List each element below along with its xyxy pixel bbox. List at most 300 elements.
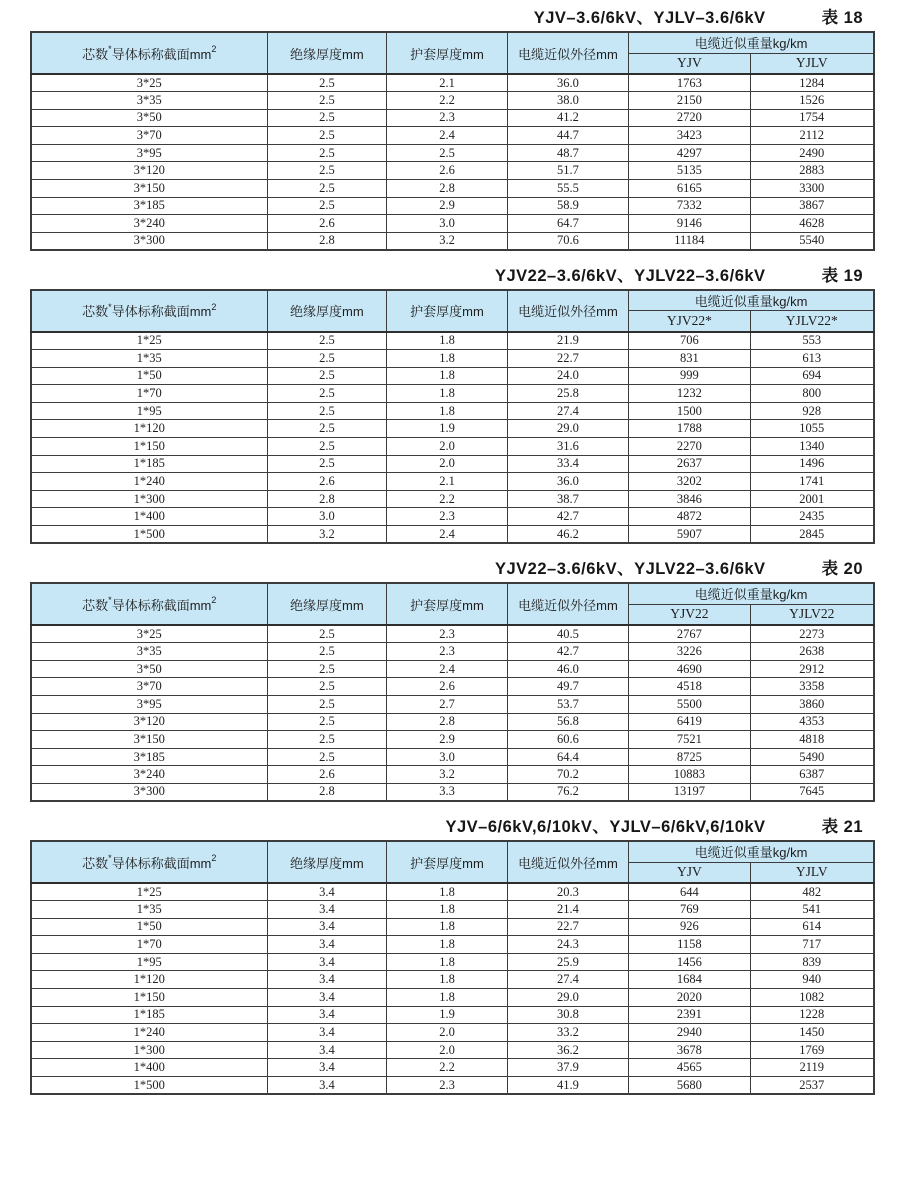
col-header-outer-diameter: 电缆近似外径mm bbox=[507, 583, 628, 625]
col-header-cross-section bbox=[31, 583, 267, 625]
table-body bbox=[31, 74, 874, 250]
cell-outer-diameter: 64.7 bbox=[507, 215, 628, 233]
table-row bbox=[31, 1041, 874, 1059]
table-row bbox=[31, 197, 874, 215]
cell-weight-left: 2150 bbox=[629, 92, 750, 110]
cell-weight-right: 928 bbox=[750, 402, 874, 420]
col-header-approx-weight: 电缆近似重量kg/km bbox=[629, 290, 874, 311]
cell-weight-left: 11184 bbox=[629, 232, 750, 250]
cell-weight-left: 4690 bbox=[629, 660, 750, 678]
cell-weight-left: 3202 bbox=[629, 473, 750, 491]
cell-weight-left: 1788 bbox=[629, 420, 750, 438]
cell-weight-right: 1284 bbox=[750, 74, 874, 92]
cell-weight-left: 3846 bbox=[629, 490, 750, 508]
cell-outer-diameter: 42.7 bbox=[507, 508, 628, 526]
cell-cross-section: 1*95 bbox=[31, 402, 267, 420]
cell-cross-section: 3*120 bbox=[31, 713, 267, 731]
cell-insulation-thickness: 3.0 bbox=[267, 508, 387, 526]
cell-insulation-thickness: 2.5 bbox=[267, 350, 387, 368]
cell-weight-right: 4818 bbox=[750, 731, 874, 749]
table-row bbox=[31, 678, 874, 696]
cell-sheath-thickness: 2.9 bbox=[387, 731, 508, 749]
col-subheader-weight-right: YJLV bbox=[750, 862, 874, 883]
cell-cross-section: 1*70 bbox=[31, 936, 267, 954]
cell-insulation-thickness: 2.5 bbox=[267, 144, 387, 162]
cell-weight-left: 3226 bbox=[629, 643, 750, 661]
cell-outer-diameter: 36.2 bbox=[507, 1041, 628, 1059]
cell-outer-diameter: 24.3 bbox=[507, 936, 628, 954]
cell-insulation-thickness: 3.4 bbox=[267, 883, 387, 901]
cross-section-asterisk: * bbox=[108, 853, 112, 864]
cell-sheath-thickness: 1.8 bbox=[387, 350, 508, 368]
cell-cross-section: 3*240 bbox=[31, 215, 267, 233]
table-row bbox=[31, 402, 874, 420]
cell-outer-diameter: 64.4 bbox=[507, 748, 628, 766]
cell-outer-diameter: 46.0 bbox=[507, 660, 628, 678]
cell-weight-left: 1232 bbox=[629, 385, 750, 403]
col-header-approx-weight: 电缆近似重量kg/km bbox=[629, 583, 874, 604]
cell-sheath-thickness: 3.3 bbox=[387, 783, 508, 801]
cell-outer-diameter: 33.2 bbox=[507, 1024, 628, 1042]
cable-table-section bbox=[30, 555, 875, 802]
cell-sheath-thickness: 2.3 bbox=[387, 643, 508, 661]
cell-weight-right: 2112 bbox=[750, 127, 874, 145]
cross-section-asterisk: * bbox=[108, 44, 112, 55]
table-title: YJV–6/6kV,6/10kV、YJLV–6/6kV,6/10kV bbox=[445, 818, 766, 836]
cell-insulation-thickness: 2.5 bbox=[267, 367, 387, 385]
cell-sheath-thickness: 2.0 bbox=[387, 1024, 508, 1042]
cell-outer-diameter: 36.0 bbox=[507, 74, 628, 92]
cell-insulation-thickness: 3.4 bbox=[267, 901, 387, 919]
cell-weight-right: 613 bbox=[750, 350, 874, 368]
table-row bbox=[31, 438, 874, 456]
cell-insulation-thickness: 2.5 bbox=[267, 332, 387, 350]
cell-weight-left: 2940 bbox=[629, 1024, 750, 1042]
cell-insulation-thickness: 2.5 bbox=[267, 643, 387, 661]
cell-weight-right: 940 bbox=[750, 971, 874, 989]
cell-weight-right: 541 bbox=[750, 901, 874, 919]
table-row bbox=[31, 144, 874, 162]
cell-cross-section: 3*70 bbox=[31, 127, 267, 145]
cell-insulation-thickness: 2.5 bbox=[267, 438, 387, 456]
cell-outer-diameter: 30.8 bbox=[507, 1006, 628, 1024]
cell-sheath-thickness: 1.8 bbox=[387, 332, 508, 350]
col-header-sheath-thickness: 护套厚度mm bbox=[387, 583, 508, 625]
cell-weight-right: 1496 bbox=[750, 455, 874, 473]
cell-weight-right: 800 bbox=[750, 385, 874, 403]
cell-weight-left: 2270 bbox=[629, 438, 750, 456]
cell-cross-section: 3*50 bbox=[31, 109, 267, 127]
cell-insulation-thickness: 3.4 bbox=[267, 1041, 387, 1059]
cell-weight-left: 6165 bbox=[629, 180, 750, 198]
cell-sheath-thickness: 2.3 bbox=[387, 109, 508, 127]
table-body bbox=[31, 625, 874, 801]
cell-weight-right: 2001 bbox=[750, 490, 874, 508]
cell-weight-left: 1500 bbox=[629, 402, 750, 420]
col-subheader-weight-right: YJLV bbox=[750, 53, 874, 74]
cell-sheath-thickness: 3.2 bbox=[387, 766, 508, 784]
col-header-insulation-thickness: 绝缘厚度mm bbox=[267, 583, 387, 625]
table-row bbox=[31, 162, 874, 180]
cell-sheath-thickness: 2.0 bbox=[387, 455, 508, 473]
cell-weight-left: 3678 bbox=[629, 1041, 750, 1059]
cell-outer-diameter: 29.0 bbox=[507, 989, 628, 1007]
cell-outer-diameter: 41.9 bbox=[507, 1077, 628, 1095]
cell-outer-diameter: 56.8 bbox=[507, 713, 628, 731]
cell-outer-diameter: 76.2 bbox=[507, 783, 628, 801]
cell-weight-left: 8725 bbox=[629, 748, 750, 766]
col-subheader-weight-left: YJV22 bbox=[629, 604, 750, 625]
cell-weight-right: 1450 bbox=[750, 1024, 874, 1042]
col-header-sheath-thickness: 护套厚度mm bbox=[387, 841, 508, 883]
cell-sheath-thickness: 1.8 bbox=[387, 367, 508, 385]
cell-weight-right: 2273 bbox=[750, 625, 874, 643]
cell-sheath-thickness: 1.8 bbox=[387, 385, 508, 403]
col-header-cross-section bbox=[31, 32, 267, 74]
cell-cross-section: 1*150 bbox=[31, 438, 267, 456]
table-row bbox=[31, 783, 874, 801]
cable-spec-table bbox=[30, 289, 875, 544]
cell-weight-left: 1456 bbox=[629, 953, 750, 971]
table-row bbox=[31, 766, 874, 784]
col-header-outer-diameter: 电缆近似外径mm bbox=[507, 841, 628, 883]
cell-outer-diameter: 21.9 bbox=[507, 332, 628, 350]
cable-table-section bbox=[30, 813, 875, 1095]
cell-cross-section: 1*185 bbox=[31, 455, 267, 473]
cell-sheath-thickness: 2.4 bbox=[387, 660, 508, 678]
table-title-row bbox=[30, 555, 875, 579]
cell-weight-right: 839 bbox=[750, 953, 874, 971]
cell-sheath-thickness: 2.3 bbox=[387, 625, 508, 643]
cell-insulation-thickness: 3.4 bbox=[267, 1024, 387, 1042]
cell-insulation-thickness: 2.8 bbox=[267, 490, 387, 508]
cell-cross-section: 3*25 bbox=[31, 625, 267, 643]
table-number: 表 21 bbox=[821, 818, 863, 836]
cell-sheath-thickness: 2.3 bbox=[387, 1077, 508, 1095]
cable-spec-table bbox=[30, 840, 875, 1095]
cell-outer-diameter: 40.5 bbox=[507, 625, 628, 643]
cell-weight-right: 1340 bbox=[750, 438, 874, 456]
col-header-insulation-thickness: 绝缘厚度mm bbox=[267, 32, 387, 74]
cell-weight-right: 2638 bbox=[750, 643, 874, 661]
cell-outer-diameter: 46.2 bbox=[507, 525, 628, 543]
cell-weight-right: 614 bbox=[750, 918, 874, 936]
cross-section-asterisk: * bbox=[108, 595, 112, 606]
cell-insulation-thickness: 2.5 bbox=[267, 625, 387, 643]
cell-weight-right: 3867 bbox=[750, 197, 874, 215]
cross-section-sup-2: 2 bbox=[211, 44, 217, 55]
cell-cross-section: 3*300 bbox=[31, 783, 267, 801]
cell-insulation-thickness: 2.5 bbox=[267, 180, 387, 198]
table-row bbox=[31, 731, 874, 749]
cell-outer-diameter: 70.2 bbox=[507, 766, 628, 784]
cell-weight-right: 2119 bbox=[750, 1059, 874, 1077]
cell-outer-diameter: 31.6 bbox=[507, 438, 628, 456]
table-body bbox=[31, 883, 874, 1094]
cable-table-section bbox=[30, 4, 875, 251]
cross-section-sup-2: 2 bbox=[211, 595, 217, 606]
table-row bbox=[31, 1006, 874, 1024]
cell-weight-left: 9146 bbox=[629, 215, 750, 233]
table-row bbox=[31, 901, 874, 919]
table-row bbox=[31, 695, 874, 713]
cell-weight-left: 999 bbox=[629, 367, 750, 385]
cell-outer-diameter: 51.7 bbox=[507, 162, 628, 180]
cell-weight-right: 5540 bbox=[750, 232, 874, 250]
cell-sheath-thickness: 3.2 bbox=[387, 232, 508, 250]
cable-table-section bbox=[30, 262, 875, 544]
cell-outer-diameter: 25.8 bbox=[507, 385, 628, 403]
cell-insulation-thickness: 2.5 bbox=[267, 385, 387, 403]
cell-cross-section: 1*300 bbox=[31, 490, 267, 508]
cell-weight-right: 2537 bbox=[750, 1077, 874, 1095]
cell-outer-diameter: 22.7 bbox=[507, 918, 628, 936]
cell-insulation-thickness: 2.5 bbox=[267, 162, 387, 180]
cell-weight-left: 4872 bbox=[629, 508, 750, 526]
cell-outer-diameter: 53.7 bbox=[507, 695, 628, 713]
cell-weight-left: 2767 bbox=[629, 625, 750, 643]
cell-sheath-thickness: 2.7 bbox=[387, 695, 508, 713]
col-header-approx-weight: 电缆近似重量kg/km bbox=[629, 32, 874, 53]
cell-cross-section: 1*50 bbox=[31, 918, 267, 936]
cell-weight-right: 1754 bbox=[750, 109, 874, 127]
cell-sheath-thickness: 2.9 bbox=[387, 197, 508, 215]
cell-outer-diameter: 33.4 bbox=[507, 455, 628, 473]
col-header-sheath-thickness: 护套厚度mm bbox=[387, 32, 508, 74]
table-row bbox=[31, 883, 874, 901]
cell-weight-left: 7332 bbox=[629, 197, 750, 215]
cell-weight-left: 4297 bbox=[629, 144, 750, 162]
cell-insulation-thickness: 2.5 bbox=[267, 713, 387, 731]
cell-weight-left: 7521 bbox=[629, 731, 750, 749]
cell-cross-section: 1*400 bbox=[31, 508, 267, 526]
cell-outer-diameter: 36.0 bbox=[507, 473, 628, 491]
cell-weight-left: 4565 bbox=[629, 1059, 750, 1077]
cell-weight-left: 1158 bbox=[629, 936, 750, 954]
table-row bbox=[31, 109, 874, 127]
cell-insulation-thickness: 2.5 bbox=[267, 678, 387, 696]
cell-insulation-thickness: 2.5 bbox=[267, 74, 387, 92]
cell-weight-right: 7645 bbox=[750, 783, 874, 801]
cell-insulation-thickness: 2.5 bbox=[267, 109, 387, 127]
col-header-cross-section bbox=[31, 290, 267, 332]
col-subheader-weight-right: YJLV22* bbox=[750, 311, 874, 332]
col-header-approx-weight: 电缆近似重量kg/km bbox=[629, 841, 874, 862]
cell-sheath-thickness: 1.8 bbox=[387, 883, 508, 901]
table-title: YJV–3.6/6kV、YJLV–3.6/6kV bbox=[533, 9, 766, 27]
table-row bbox=[31, 215, 874, 233]
table-number: 表 20 bbox=[821, 560, 863, 579]
cell-weight-left: 706 bbox=[629, 332, 750, 350]
tables-container bbox=[30, 4, 875, 1095]
cell-sheath-thickness: 2.6 bbox=[387, 162, 508, 180]
cell-insulation-thickness: 3.4 bbox=[267, 1077, 387, 1095]
cell-weight-left: 644 bbox=[629, 883, 750, 901]
cell-sheath-thickness: 2.4 bbox=[387, 525, 508, 543]
cell-weight-right: 3860 bbox=[750, 695, 874, 713]
cell-weight-right: 553 bbox=[750, 332, 874, 350]
cell-cross-section: 1*25 bbox=[31, 883, 267, 901]
table-title-row bbox=[30, 813, 875, 834]
col-subheader-weight-left: YJV bbox=[629, 862, 750, 883]
cell-sheath-thickness: 1.8 bbox=[387, 918, 508, 936]
table-row bbox=[31, 1059, 874, 1077]
cell-cross-section: 1*500 bbox=[31, 525, 267, 543]
table-row bbox=[31, 953, 874, 971]
cell-sheath-thickness: 2.2 bbox=[387, 1059, 508, 1077]
cell-sheath-thickness: 2.5 bbox=[387, 144, 508, 162]
cell-cross-section: 1*35 bbox=[31, 901, 267, 919]
cell-weight-right: 1769 bbox=[750, 1041, 874, 1059]
table-row bbox=[31, 232, 874, 250]
cell-outer-diameter: 22.7 bbox=[507, 350, 628, 368]
cell-weight-left: 5500 bbox=[629, 695, 750, 713]
cell-cross-section: 1*300 bbox=[31, 1041, 267, 1059]
cross-section-label-rest: 导体标称截面mm bbox=[111, 597, 212, 613]
cell-weight-right: 482 bbox=[750, 883, 874, 901]
col-header-insulation-thickness: 绝缘厚度mm bbox=[267, 841, 387, 883]
table-title: YJV22–3.6/6kV、YJLV22–3.6/6kV bbox=[495, 560, 766, 579]
cell-weight-right: 1082 bbox=[750, 989, 874, 1007]
cell-sheath-thickness: 2.1 bbox=[387, 74, 508, 92]
cell-sheath-thickness: 1.8 bbox=[387, 953, 508, 971]
cell-insulation-thickness: 3.2 bbox=[267, 525, 387, 543]
cell-cross-section: 3*70 bbox=[31, 678, 267, 696]
table-row bbox=[31, 643, 874, 661]
table-row bbox=[31, 332, 874, 350]
table-row bbox=[31, 455, 874, 473]
cell-sheath-thickness: 1.8 bbox=[387, 936, 508, 954]
cell-outer-diameter: 25.9 bbox=[507, 953, 628, 971]
cross-section-label: 芯数 bbox=[82, 46, 109, 62]
cell-cross-section: 3*95 bbox=[31, 144, 267, 162]
cell-insulation-thickness: 3.4 bbox=[267, 918, 387, 936]
cell-insulation-thickness: 2.5 bbox=[267, 127, 387, 145]
cell-cross-section: 1*120 bbox=[31, 420, 267, 438]
cell-insulation-thickness: 2.8 bbox=[267, 232, 387, 250]
cross-section-sup-2: 2 bbox=[211, 302, 217, 313]
cell-weight-right: 717 bbox=[750, 936, 874, 954]
table-row bbox=[31, 74, 874, 92]
table-number: 表 18 bbox=[821, 9, 863, 27]
cell-cross-section: 3*25 bbox=[31, 74, 267, 92]
cell-insulation-thickness: 2.5 bbox=[267, 731, 387, 749]
cell-insulation-thickness: 2.5 bbox=[267, 695, 387, 713]
table-title: YJV22–3.6/6kV、YJLV22–3.6/6kV bbox=[495, 266, 766, 285]
table-number: 表 19 bbox=[821, 266, 863, 285]
table-row bbox=[31, 1077, 874, 1095]
cell-insulation-thickness: 2.5 bbox=[267, 197, 387, 215]
cell-weight-right: 2490 bbox=[750, 144, 874, 162]
cell-cross-section: 3*35 bbox=[31, 643, 267, 661]
cell-outer-diameter: 41.2 bbox=[507, 109, 628, 127]
cell-cross-section: 1*70 bbox=[31, 385, 267, 403]
cell-weight-left: 1684 bbox=[629, 971, 750, 989]
cell-weight-right: 2845 bbox=[750, 525, 874, 543]
table-row bbox=[31, 1024, 874, 1042]
cell-insulation-thickness: 2.5 bbox=[267, 92, 387, 110]
cell-cross-section: 3*150 bbox=[31, 731, 267, 749]
table-title-row bbox=[30, 4, 875, 25]
cell-outer-diameter: 38.7 bbox=[507, 490, 628, 508]
table-row bbox=[31, 625, 874, 643]
cell-outer-diameter: 38.0 bbox=[507, 92, 628, 110]
cell-insulation-thickness: 3.4 bbox=[267, 971, 387, 989]
col-header-cross-section bbox=[31, 841, 267, 883]
cross-section-asterisk: * bbox=[108, 302, 112, 313]
cell-weight-right: 6387 bbox=[750, 766, 874, 784]
col-subheader-weight-left: YJV bbox=[629, 53, 750, 74]
table-row bbox=[31, 508, 874, 526]
cell-weight-left: 10883 bbox=[629, 766, 750, 784]
cell-sheath-thickness: 2.8 bbox=[387, 180, 508, 198]
cell-weight-right: 2912 bbox=[750, 660, 874, 678]
cell-outer-diameter: 29.0 bbox=[507, 420, 628, 438]
cell-weight-right: 1228 bbox=[750, 1006, 874, 1024]
cell-weight-left: 1763 bbox=[629, 74, 750, 92]
cell-insulation-thickness: 3.4 bbox=[267, 953, 387, 971]
cell-cross-section: 1*400 bbox=[31, 1059, 267, 1077]
cell-insulation-thickness: 2.6 bbox=[267, 766, 387, 784]
cell-insulation-thickness: 2.8 bbox=[267, 783, 387, 801]
cell-weight-left: 926 bbox=[629, 918, 750, 936]
cell-weight-left: 4518 bbox=[629, 678, 750, 696]
cell-weight-left: 5907 bbox=[629, 525, 750, 543]
cell-weight-left: 2637 bbox=[629, 455, 750, 473]
cell-insulation-thickness: 3.4 bbox=[267, 1059, 387, 1077]
cross-section-label: 芯数 bbox=[82, 855, 109, 871]
cell-weight-right: 2883 bbox=[750, 162, 874, 180]
cell-outer-diameter: 44.7 bbox=[507, 127, 628, 145]
cell-sheath-thickness: 1.8 bbox=[387, 402, 508, 420]
cell-cross-section: 3*50 bbox=[31, 660, 267, 678]
cell-sheath-thickness: 2.0 bbox=[387, 1041, 508, 1059]
table-row bbox=[31, 420, 874, 438]
cell-weight-right: 1526 bbox=[750, 92, 874, 110]
cell-cross-section: 3*35 bbox=[31, 92, 267, 110]
cell-sheath-thickness: 2.4 bbox=[387, 127, 508, 145]
cell-weight-right: 3300 bbox=[750, 180, 874, 198]
cell-cross-section: 1*500 bbox=[31, 1077, 267, 1095]
cable-spec-table bbox=[30, 31, 875, 251]
cell-cross-section: 3*185 bbox=[31, 748, 267, 766]
cell-outer-diameter: 37.9 bbox=[507, 1059, 628, 1077]
table-row bbox=[31, 350, 874, 368]
col-header-sheath-thickness: 护套厚度mm bbox=[387, 290, 508, 332]
cell-sheath-thickness: 1.8 bbox=[387, 971, 508, 989]
cell-weight-left: 2020 bbox=[629, 989, 750, 1007]
cell-cross-section: 1*240 bbox=[31, 1024, 267, 1042]
cross-section-label-rest: 导体标称截面mm bbox=[111, 855, 212, 871]
cell-sheath-thickness: 1.8 bbox=[387, 989, 508, 1007]
cell-sheath-thickness: 2.0 bbox=[387, 438, 508, 456]
cell-sheath-thickness: 2.2 bbox=[387, 490, 508, 508]
cell-weight-right: 2435 bbox=[750, 508, 874, 526]
cell-weight-right: 4628 bbox=[750, 215, 874, 233]
cross-section-label: 芯数 bbox=[82, 597, 109, 613]
cell-insulation-thickness: 3.4 bbox=[267, 989, 387, 1007]
cell-cross-section: 3*95 bbox=[31, 695, 267, 713]
cell-weight-left: 2391 bbox=[629, 1006, 750, 1024]
cell-sheath-thickness: 2.2 bbox=[387, 92, 508, 110]
table-row bbox=[31, 385, 874, 403]
cell-sheath-thickness: 2.1 bbox=[387, 473, 508, 491]
table-row bbox=[31, 660, 874, 678]
table-row bbox=[31, 367, 874, 385]
table-row bbox=[31, 989, 874, 1007]
cell-insulation-thickness: 2.5 bbox=[267, 455, 387, 473]
cell-weight-left: 769 bbox=[629, 901, 750, 919]
